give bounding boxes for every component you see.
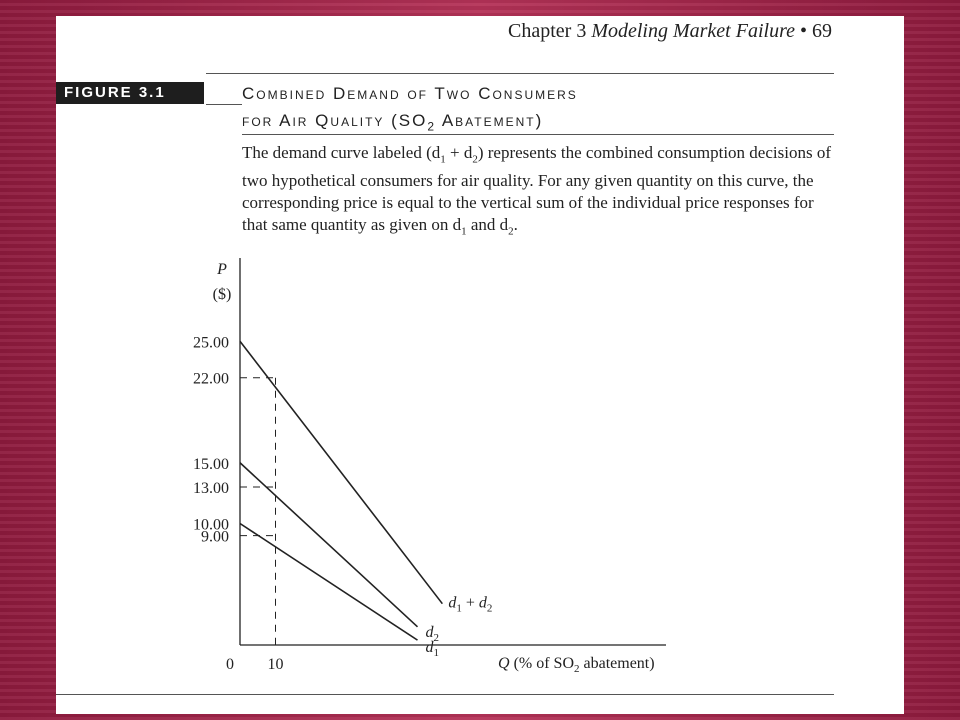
curve-label: $d_1$ xyxy=(425,639,439,660)
y-axis-label-unit: ($) xyxy=(212,286,232,303)
title-subscript: 2 xyxy=(427,119,437,134)
demand-curve xyxy=(240,524,418,641)
y-tick-label: 22.00 xyxy=(193,370,229,388)
y-axis-label-p: P xyxy=(217,261,227,278)
page-number: 69 xyxy=(812,20,832,42)
caption-sub: 1 xyxy=(461,225,467,238)
figure-label: FIGURE 3.1 xyxy=(56,82,204,104)
y-tick-label: 10.00 xyxy=(193,516,229,534)
chapter-number: Chapter 3 xyxy=(508,20,587,42)
caption-text: The demand curve labeled (d xyxy=(242,143,441,162)
y-tick-label: 9.00 xyxy=(201,528,229,546)
x-tick-label: 0 xyxy=(226,656,234,673)
x-axis-label: Q (% of $SO_2$ abatement) xyxy=(498,655,655,675)
demand-chart xyxy=(56,16,904,714)
curve-label: $d_1 + d_2$ xyxy=(448,594,493,615)
y-tick-label: 25.00 xyxy=(193,334,229,352)
figure-title-line1: Combined Demand of Two Consumers xyxy=(242,84,578,103)
demand-curve xyxy=(240,463,418,627)
chapter-title: Modeling Market Failure xyxy=(591,20,795,42)
caption-sub: 2 xyxy=(472,153,478,166)
demand-curve xyxy=(240,341,442,603)
curve-label: $d_2$ xyxy=(425,623,439,644)
title-part: Abatement) xyxy=(436,111,544,130)
bottom-rule xyxy=(56,694,834,695)
y-tick-label: 13.00 xyxy=(193,480,229,498)
caption-text: . xyxy=(513,215,518,235)
header-bullet: • xyxy=(799,20,807,42)
textbook-page xyxy=(56,16,904,714)
title-part: for Air Quality (SO xyxy=(242,111,428,130)
caption-text: and d xyxy=(466,215,509,235)
caption-sub: 1 xyxy=(440,153,446,166)
caption-text: ) represents the combined consumption decisions of two hypothetical consumers for air quality. For any given quantity on this curve, the corresponding price is equal to the vertical sum of the individual price responses for that same quantity as given on d xyxy=(242,143,831,235)
caption-text: + d xyxy=(445,143,473,162)
y-tick-label: 15.00 xyxy=(193,455,229,473)
x-tick-label: 10 xyxy=(267,656,284,673)
caption-sub: 2 xyxy=(508,225,514,238)
